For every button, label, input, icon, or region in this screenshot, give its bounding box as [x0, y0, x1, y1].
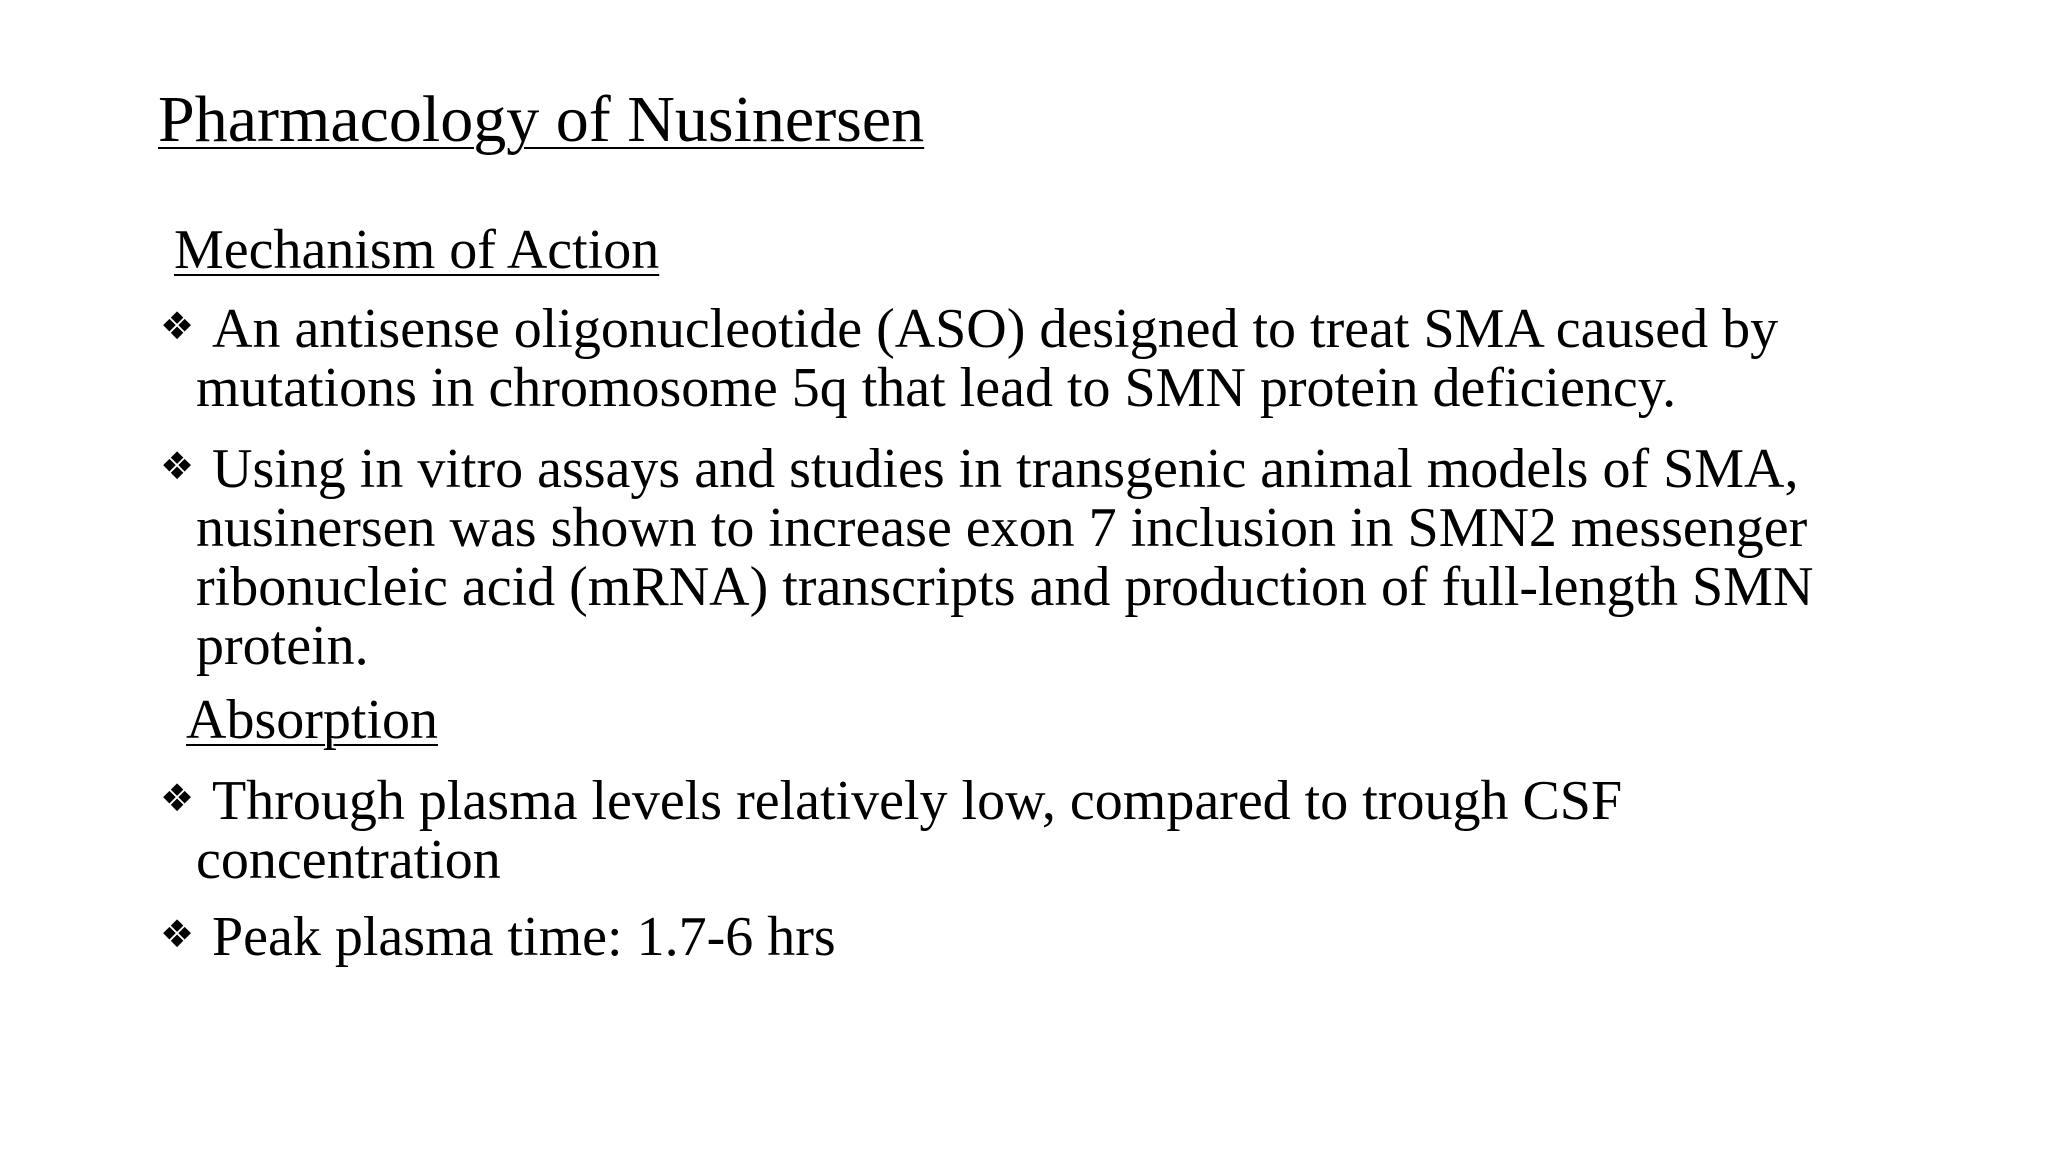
slide-title: Pharmacology of Nusinersen	[158, 83, 925, 156]
section-heading-absorption: Absorption	[186, 689, 438, 751]
bullet-text: Using in vitro assays and studies in transgenic animal models of SMA, nusinersen was shown to increase exon 7 inclusion in SMN2 messenger ribonucleic acid (mRNA) transcripts and production of full-length SMN protein.	[196, 438, 1814, 677]
diamond-bullet-icon: ❖	[160, 912, 195, 956]
bullet-item	[160, 772, 1920, 890]
diamond-bullet-icon: ❖	[160, 304, 195, 348]
bullet-text: An antisense oligonucleotide (ASO) designed to treat SMA caused by mutations in chromosome 5q that lead to SMN protein deficiency.	[196, 298, 1779, 419]
bullet-text: Through plasma levels relatively low, compared to trough CSF concentration	[196, 770, 1623, 891]
diamond-bullet-icon: ❖	[160, 444, 195, 488]
bullet-item	[160, 300, 1920, 418]
section-heading-mechanism: Mechanism of Action	[174, 219, 660, 281]
diamond-bullet-icon: ❖	[160, 776, 195, 820]
bullet-text: Peak plasma time: 1.7-6 hrs	[212, 906, 836, 968]
bullet-item	[160, 440, 1920, 676]
bullet-item	[160, 908, 1920, 967]
